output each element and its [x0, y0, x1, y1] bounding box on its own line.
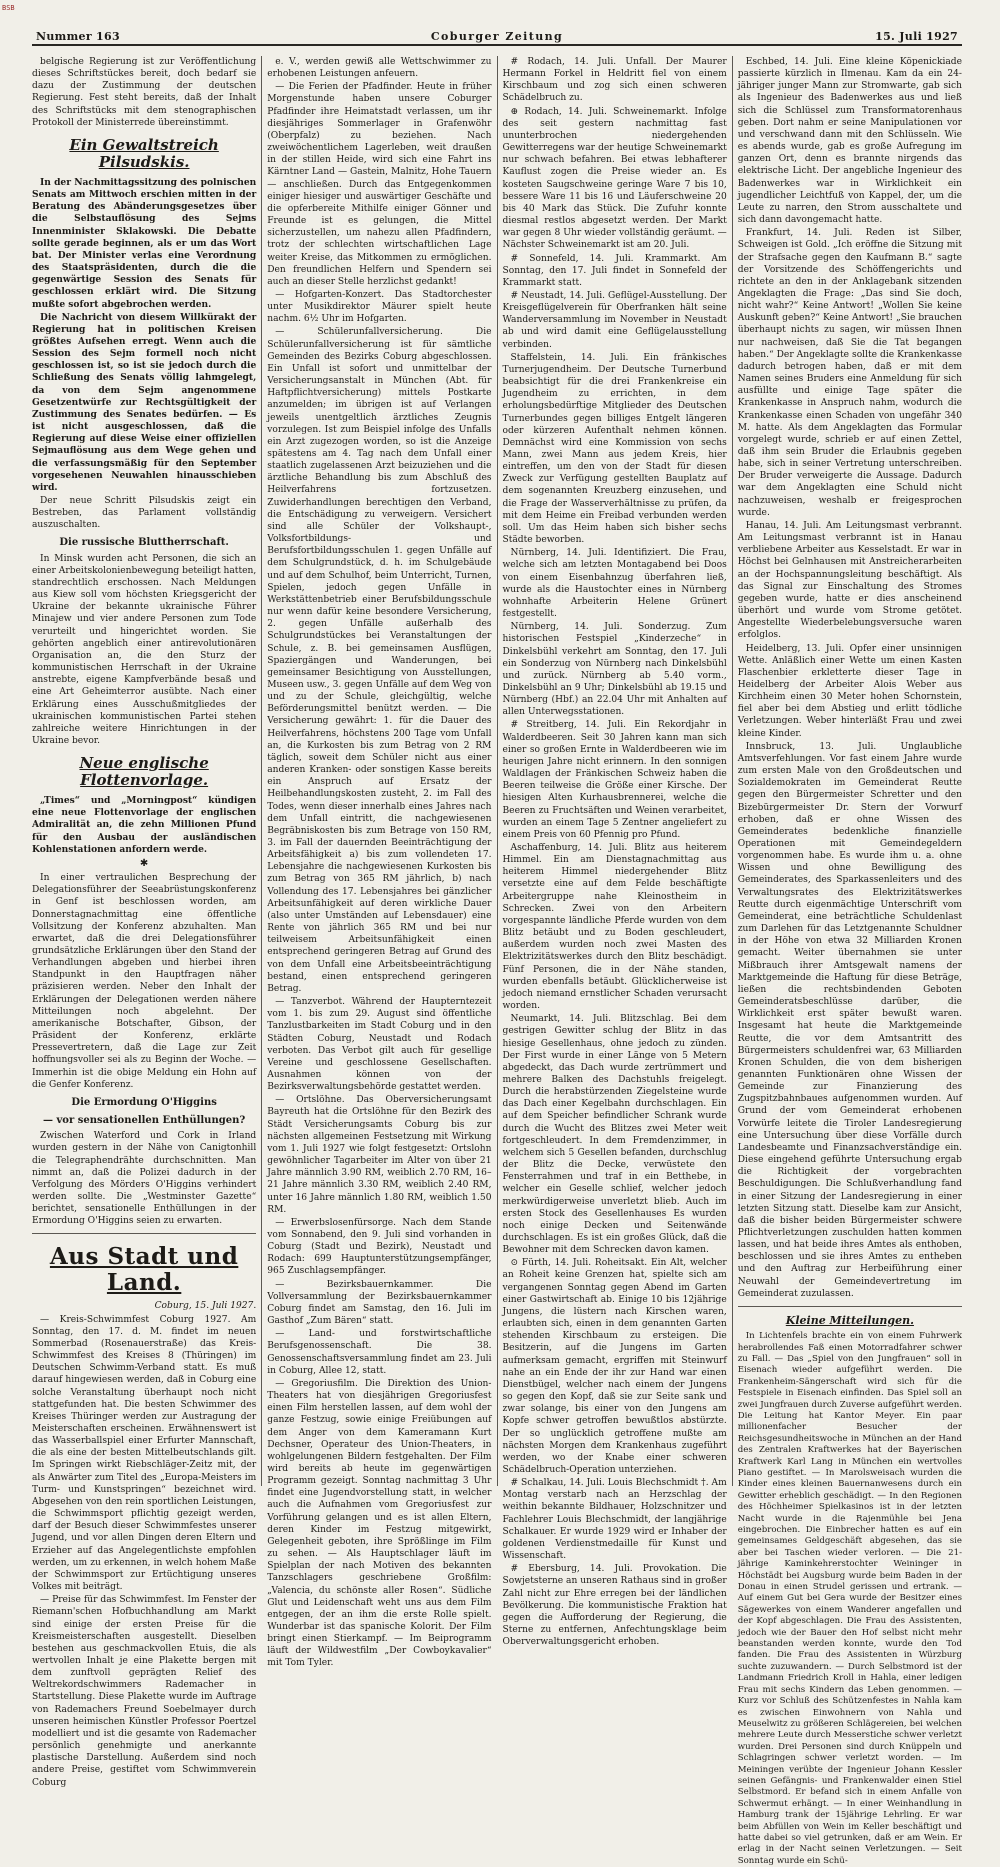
paragraph: Frankfurt, 14. Juli. Reden ist Silber, Schweigen ist Gold. „Ich eröffne die Sitzung mit der Strafsache gegen den Kaufmann B.“ sagte der Vorsitzende des Schöffengerichts und richtete an den in der Anklagebank sitzenden Angeklagten die Frage: „Das sind Sie doch, nicht wahr?“ Keine Antwort! „Wollen Sie keine Auskunft geben?“ Keine Antwort! „Sie brauchen überhaupt nichts zu sagen, wir müssen Ihnen nur nachweisen, daß Sie die Tat begangen haben.“ Der Angeklagte sollte die Krankenkasse dadurch betrogen haben, daß er mit dem Namen seines Bruders eine Anmeldung für sich ausfüllte und einige Tage später die Krankenkasse in Anspruch nahm, wodurch die Krankenkasse einen Schaden von ungefähr 340 M. hatte. Als dem Angeklagten das Formular vorgelegt wurde, schrieb er auf einen Zettel, daß ihm sein Bruder die Erlaubnis gegeben habe, sich in seiner Vertretung unterschreiben. Der Bruder verweigerte die Aussage. Dadurch war dem Angeklagten eine Schuld nicht nachzuweisen, weshalb er freigesprochen wurde.: [737, 228, 962, 518]
paragraph: Staffelstein, 14. Juli. Ein fränkisches Turnerjugendheim. Der Deutsche Turnerbund beabsichtigt für die drei Frankenkreise ein Jugendheim zu errichten, in dem erholungsbedürftige Mitglieder des Deutschen Turnerbundes gegen billiges Entgelt längeren oder kürzeren Aufenthalt nehmen können. Demnächst wird eine Kommission von sechs Mann, zwei Mann aus jedem Kreis, hier eintreffen, um den von der Stadt für diesen Zweck zur Verfügung gestellten Bauplatz auf dem sogenannten Kreuzberg einzusehen, und die Frage der Wasserverhältnisse zu prüfen, da mit dem Heime ein Freibad verbunden werden soll. Um das Heim haben sich bisher sechs Städte beworben.: [502, 352, 727, 546]
column-3: [497, 56, 732, 1648]
newspaper-title: Coburger Zeitung: [430, 30, 564, 43]
paragraph: In einer vertraulichen Besprechung der Delegationsführer der Seeabrüstungskonferenz in Genf ist beschlossen worden, am Donnerstagnachmittag eine öffentliche Vollsitzung der Konferenz abzuhalten. Man erwartet, daß die drei Delegationsführer grundsätzliche Erklärungen über den Stand der Verhandlungen abgeben und hierbei ihren Standpunkt in den Hauptfragen näher präzisieren werden. Neber den Inhalt der Erklärungen der Delegationen werden nähere Mitteilungen noch abgelehnt. Der amerikanische Botschafter, Gibson, der Präsident der Konferenz, erklärte Pressevertretern, daß die Lage zur Zeit hoffnungsvoller sei als zu Beginn der Woche. — Immerhin ist die obige Meldung ein Hohn auf die Genfer Konferenz.: [32, 873, 257, 1090]
subheadline: — vor sensationellen Enthüllungen?: [43, 1115, 246, 1127]
paragraph: — Bezirksbauernkammer. Die Vollversammlung der Bezirksbauernkammer Coburg findet am Samstag, den 16. Juli im Gasthof „Zum Bären“ statt.: [267, 1279, 492, 1327]
paragraph: Hanau, 14. Juli. Am Leitungsmast verbrannt. Am Leitungsmast verbrannt ist in Hanau verbliebene Arbeiter aus Kesselstadt. Er war in Höchst bei Gelnhausen mit Anstreicherarbeiten an der Hochspannungsleitung beschäftigt. Als das Signal zur Einschaltung des Stromes gegeben wurde, hatte er dies anscheinend überhört und wurde vom Strome getötet. Angestellte Wiederbelebungsversuche waren erfolglos.: [737, 520, 962, 641]
paragraph: Nürnberg, 14. Juli. Identifiziert. Die Frau, welche sich am letzten Montagabend bei Doos von einem Eisenbahnzug überfahren ließ, wurde als die Haustochter eines in Nürnberg wohnhafte Arbeiterin Helene Grünert festgestellt.: [502, 548, 727, 620]
paragraph: # Sonnefeld, 14. Juli. Krammarkt. Am Sonntag, den 17. Juli findet in Sonnefeld der Krammarkt statt.: [502, 253, 727, 288]
paragraph: — Land- und forstwirtschaftliche Berufsgenossenschaft. Die 38. Genossenschaftsversammlung findet am 23. Juli in Coburg, Allee 12, statt.: [267, 1329, 492, 1376]
library-marker: BSB: [2, 4, 15, 12]
paragraph: In Lichtenfels brachte ein von einem Fuhrwerk herabrollendes Faß einen Motorradfahrer schwer zu Fall. — Das „Spiel von den Jungfrauen“ soll in Eisenach wieder aufgeführt werden. Die Frankenheim-Sängerschaft wird sich für die Festspiele in Eisenach einfinden. Das Spiel soll an zwei Jungfrauen durch Zuverse aufgeführt werden. Die Leitung hat Kantor Meyer. Ein paar millionenfacher Besucher der Reichsgesundheitswoche in München an der Hand des Zentralen Kraftwerkes hat der Bayerischen Kraftwerk Karl Lang in München ein wertvolles Piano gestiftet. — In Marolsweisach wurden die Kinder eines kleinen Bauernanwesens durch ein Gewitter erheblich geschädigt. — In den Regionen des Höchheimer Spielkasinos ist in der letzten Nacht wurde in die Rajenmühle bei Jena eingebrochen. Die Einbrecher hatten es auf ein gemeinsames Geldgeschäft abgesehen, das sie aber bei Taschen wieder verloren. — Die 21-jährige Kaminkehrerstochter Weininger in Höchstädt bei Augsburg wurde beim Baden in der Donau in einen Strudel gerissen und ertrank. — Auf einem Gut bei Gera wurde der Besitzer eines Sägewerkes von einem Wanderer angefallen und der Kopf abgeschlagen. Die Frau des Assistenten, jedoch wie der Bauer den Hof selbst nicht mehr beanstanden werden konnte, wurde den Tod fanden. Die Frau des Assistenten in Würzburg suchte zuzuwandern. — Durch Selbstmord ist der Landmann Friedrich Kroll in Hahla, einer ledigen Frau mit sechs Kindern das Leben genommen. — Kurz vor Schluß des Schützenfestes in Nahla kam es zwischen Einwohnern von Nahla und Meuselwitz zu größeren Schlägereien, bei welchen mehrere Leute durch Messerstiche schwer verletzt wurden. Drei Personen sind durch Knüppeln und Schlagringen schwer verletzt worden. — Im Meiningen verübte der Ingenieur Johann Kessler seinen Gefängnis- und Frankenwalder einen Stiel Selbstmord. Er befand sich in einem Anfalle von Schwermut erhängt. — In einer Weinhandlung in Hamburg trank der 15jährige Lehrling. Er war beim Abfüllen von Wein im Keller beschäftigt und hatte dabei so viel getrunken, daß er am Wein. Er erlag in der Nacht seinen Verletzungen. — Seit Sonntag wurde ein Schü-: [737, 1331, 962, 1866]
paragraph: e. V., werden gewiß alle Wettschwimmer zu erhobenen Leistungen anfeuern.: [267, 57, 492, 80]
paragraph: — Schülerunfallversicherung. Die Schülerunfallversicherung ist für sämtliche Gemeinden des Bezirks Coburg abgeschlossen. Ein Unfall ist sofort und unmittelbar der Versicherungsanstalt in München (Abt. für Haftpflichtversicherung) mittels Postkarte anzumelden; im übrigen ist auf Verlangen jeweils unentgeltlich ärztliches Zeugnis vorzulegen. Ist zum Beispiel infolge des Unfalls ein Arzt zugezogen worden, so ist die Anzeige spätestens am 4. Tag nach dem Unfall einer staatlich zugelassenen Arzt beizuziehen und die ärztliche Behandlung bis zum Abschluß des Heilverfahrens fortzusetzen. Zuwiderhandlungen berechtigen den Verband, die Entschädigung zu verweigern. Versichert sind alle Schüler der Volkshaupt-, Volksfortbildungs- und Berufsfortbildungsschulen 1. gegen Unfälle auf dem Schulgrundstück, d. h. im Schulgebäude und auf dem Schulhof, beim Unterricht, Turnen, Spielen, jedoch gegen Unfälle in Werkstättenbetrieb einer Berufsbildungsschule nur wenn dafür keine besondere Versicherung, 2. gegen Unfälle außerhalb des Schulgrundstückes bei Veranstaltungen der Schule, z. B. bei gemeinsamen Ausflügen, Spaziergängen und Wanderungen, bei gemeinsamer Besichtigung von Ausstellungen, Museen usw., 3. gegen Unfälle auf dem Weg von und zu der Schule, gleichgültig, welche Beförderungsmittel benützt werden. — Die Versicherung gewährt: 1. für die Dauer des Heilverfahrens, höchstens 200 Tage vom Unfall an, die Kurkosten bis zum Betrag von 2 RM täglich, soweit dem Schüler nicht aus einer anderen Kranken- oder sonstigen Kasse bereits ein Anspruch auf Ersatz der Heilbehandlungskosten zusteht, 2. im Fall des Todes, wenn dieser innerhalb eines Jahres nach dem Unfall eintritt, die nachgewiesenen Begräbniskosten bis zum Betrage von 150 RM, 3. im Fall der dauernden Beeinträchtigung der Arbeitsfähigkeit a) bis zum vollendeten 17. Lebensjahre die nachgewiesenen Kurkosten bis zum Betrag von 365 RM jährlich, b) nach Vollendung des 17. Lebensjahres bei gänzlicher Arbeitsunfähigkeit auf deren wirkliche Dauer (also unter Umständen auf Lebensdauer) eine Rente von jährlich 365 RM und bei nur teilweisem Arbeitsunfähigkeit einen entsprechend geringeren Betrag auf Grund des von dem Unfall eine Arbeitsbeeinträchtigung bestand, einen entsprechend geringeren Betrag.: [267, 327, 492, 994]
paragraph: — Die Ferien der Pfadfinder. Heute in früher Morgenstunde haben unsere Coburger Pfadfinder ihre Heimatstadt verlassen, um ihr diesjähriges Sommerlager in Grafenwöhr (Oberpfalz) zu beziehen. Nach zweiwöchentlichem Lagerleben, weit draußen in der stillen Heide, wird sich eine Fahrt ins Kärntner Land — Gastein, Malnitz, Hohe Tauern — anschließen. Durch das Entgegenkommen einiger hiesiger und auswärtiger Geschäfte und die opferbereite Mithilfe einiger Gönner und Freunde ist es gelungen, die Mittel sicherzustellen, um nahezu allen Pfadfindern, trotz der schlechten wirtschaftlichen Lage weiter Kreise, das Mitkommen zu ermöglichen. Den freundlichen Helfern und Spendern sei auch an dieser Stelle herzlichst gedankt!: [267, 82, 492, 287]
paragraph: In Minsk wurden acht Personen, die sich an einer Arbeitskolonienbewegung beteiligt hatten, standrechtlich erschossen. Nach Meldungen aus Kiew soll vom höchsten Kriegsgericht der Ukraine der bekannte ukrainische Führer Minajew und vier andere Personen zum Tode verurteilt und hingerichtet worden. Sie gehörten angeblich einer antirevolutionären Organisation an, die den Sturz der kommunistischen Herrschaft in der Ukraine anstrebte, eigene Kampfverbände besaß und eine Art Geheimterror ausübte. Nach einer Erklärung eines Ausschußmitgliedes der ukrainischen kommunistischen Partei stehen zahlreiche weitere Hinrichtungen in der Ukraine bevor.: [32, 553, 257, 746]
paragraph: # Rodach, 14. Juli. Unfall. Der Maurer Hermann Forkel in Heldritt fiel von einem Kirschbaum und zog sich einen schweren Schädelbruch zu.: [502, 57, 727, 104]
column-1: [32, 56, 261, 1788]
paragraph: — Erwerbslosenfürsorge. Nach dem Stande vom Sonnabend, den 9. Juli sind vorhanden in Coburg (Stadt und Bezirk), Neustadt und Rodach: 699 Hauptunterstützungsempfänger, 965 Zuschlagsempfänger.: [267, 1217, 492, 1277]
dateline: Coburg, 15. Juli 1927.: [154, 1301, 257, 1312]
masthead: [32, 30, 962, 46]
paragraph: — Preise für das Schwimmfest. Im Fenster der Riemann'schen Hofbuchhandlung am Markt sind einige der ersten Preise für die Kreismeisterschaften ausgestellt. Dieselben bestehen aus geschmackvollen Etuis, die als wertvollen Inhalt je eine Plakette bergen mit dem zunftvoll geprägten Relief des Weltrekordschwimmers Rademacher in Startstellung. Diese Plakette wurde im Auftrage von Rademachers Freund Soebelmayer durch unseren heimischen Künstler Professor Poertzel modelliert und ist die gesamte von Rademacher persönlich genehmigte und anerkannte plastische Darstellung. Außerdem sind noch andere Preise, gestiftet vom Schwimmverein Coburg: [32, 1595, 257, 1788]
paragraph: ⊕ Rodach, 14. Juli. Schweinemarkt. Infolge des seit gestern nachmittag fast ununterbrochen niedergehenden Gewitterregens war der heutige Schweinemarkt nur schwach befahren. Bei etwas lebhafterer Kauflust zogen die Preise wieder an. Es kosteten Saugschweine geringe Ware 7 bis 10, bessere Ware 11 bis 16 und Läuferschweine 20 bis 40 Mark das Stück. Die Zufuhr konnte diesmal restlos abgesetzt werden. Der Markt war gegen 8 Uhr wieder vollständig geräumt. — Nächster Schweinemarkt ist am 20. Juli.: [502, 106, 727, 251]
section-title: Aus Stadt und Land.: [49, 1243, 239, 1297]
paragraph: — Tanzverbot. Während der Haupterntezeit vom 1. bis zum 29. August sind öffentliche Tanzlustbarkeiten im Stadt Coburg und in den Städten Coburg, Neustadt und Rodach verboten. Das Verbot gilt auch für gesellige Vereine und geschlossene Gesellschaften. Ausnahmen können von der Bezirksverwaltungsbehörde gestattet werden.: [267, 997, 492, 1093]
subheadline: Die russische Bluttherrschaft.: [59, 537, 229, 549]
paragraph: Zwischen Waterford und Cork in Irland wurden gestern in der Nähe von Canigtonhill die Telegraphendrähte durchschnitten. Man nimmt an, daß die Polizei dadurch in der Verfolgung des Mörders O'Higgins verhindert werden sollte. Die „Westminster Gazette“ berichtet, sensationelle Enthüllungen in der Ermordung O'Higgins seien zu erwarten.: [32, 1131, 257, 1227]
paragraph: belgische Regierung ist zur Veröffentlichung dieses Schriftstückes bereit, doch bedarf sie dazu der Zustimmung der deutschen Regierung. Fest steht bereits, daß der Inhalt des Schriftstücks mit dem stenographischen Protokoll der Ministerrede übereinstimmt.: [32, 57, 257, 128]
column-2: [261, 56, 496, 1669]
paragraph: # Streitberg, 14. Juli. Ein Rekordjahr in Walderdbeeren. Seit 30 Jahren kann man sich einer so großen Ernte in Walderdbeeren wie im heurigen Jahre nicht erinnern. In den sonnigen Waldlagen der Fränkischen Schweiz haben die Beeren teilweise die Größe einer Kirsche. Der hiesigen Alten Kurhausbrennerei, welche die Beeren zu Fruchtsäften und Weinen verarbeitet, wurden an einem Tage 5 Zentner angeliefert zu einem Preis von 60 Pfennig pro Pfund.: [502, 720, 727, 840]
separator-star: ✱: [139, 857, 149, 869]
paragraph: # Ebersburg, 14. Juli. Provokation. Die Sowjetsterne an unseren Rathaus sind in großer Zahl nicht zur Ehre erregen bei der ländlichen Bevölkerung. Die kommunistische Fraktion hat gegen die Aufforderung der Regierung, die Sterne zu entfernen, Anfechtungsklage beim Oberverwaltungsgericht erhoben.: [502, 1564, 727, 1648]
paragraph: — Kreis-Schwimmfest Coburg 1927. Am Sonntag, den 17. d. M. findet im neuen Sommerbad (Rosenauerstraße) das Kreis-Schwimmfest des Kreises 8 (Thüringen) im Deutschen Schwimm-Verband statt. Es muß darauf hingewiesen werden, daß in Coburg eine solche Veranstaltung überhaupt noch nicht stattgefunden hat. Die besten Schwimmer des Kreises Thüringer werden zur Austragung der Meisterschaften erscheinen. Erwähnenswert ist das Wasserballspiel einer Erfurter Mannschaft, die als eine der besten Mittelbeutschlands gilt. Im Springen wirkt Riebschläger-Zeitz mit, der als Anwärter zum Titel des „Europa-Meisters im Turm- und Kunstspringen“ bezeichnet wird. Abgesehen von den rein sportlichen Leistungen, die Schwimmsport pflichtig gezeigt werden, darf der Besuch dieser Schwimmfestes unserer Jugend, und vor allen Dingen deren Eltern und Erzieher auf das Angelegentlichste empfohlen werden, um zu erkennen, in welch hohem Maße der Schwimmsport zur Ertüchtigung unseres Volkes mit beiträgt.: [32, 1314, 257, 1593]
paragraph: Neumarkt, 14. Juli. Blitzschlag. Bei dem gestrigen Gewitter schlug der Blitz in das hiesige Gesellenhaus, ohne jedoch zu zünden. Der First wurde in einer Länge von 5 Metern abgedeckt, das Dach wurde zertrümmert und mehrere Balken des Dachstuhls freigelegt. Durch die herabstürzenden Ziegelsteine wurde das Dach einer Kegelbahn durchschlagen. Ein auf dem Speicher befindlicher Schrank wurde durch die Wucht des Blitzes zwei Meter weit fortgeschleudert. In dem Fremdenzimmer, in welchem sich 5 Gesellen befanden, durchschlug der Blitz die Decke, verwüstete den Fensterrahmen und traf in ein Betthebe, in welcher ein Geselle schlief, welcher jedoch merkwürdigerweise unverletzt blieb. Auch im ersten Stock des Gesellenhauses Es wurden noch einige Decken und Seitenwände durchschlagen. Es ist ein großes Glück, daß die Bewohner mit dem Schrecken davon kamen.: [502, 1014, 727, 1256]
subheadline: Die Ermordung O'Higgins: [71, 1096, 217, 1108]
issue-date: 15. Juli 1927: [875, 30, 958, 43]
headline: Neue englische Flottenvorlage.: [79, 754, 209, 790]
paragraph: ⊙ Fürth, 14. Juli. Roheitsakt. Ein Alt, welcher an Roheit keine Grenzen hat, spielte sich am vergangenen Sonntag gegen Abend im Garten einer Gastwirtschaft ab. Einige 10 bis 12jährige Jungens, die lüstern nach Kirschen waren, erlaubten sich, einen in dem genannten Garten stehenden Kirschbaum zu ersteigen. Die Besitzerin, auf die Jungens im Garten aufmerksam gemacht, ergriffen mit Steinwurf nahe an ein Ende der ihr zur Hand war einen Dienstbügel, welcher nach einem der Jungens so gegen den Kopf, daß sie zur Seite sank und zwar solange, bis einer von den Jungens am Kopfe schwer getroffen bewußtlos abstürzte. Der so unglücklich getroffene mußte am nächsten Morgen dem Krankenhaus zugeführt werden, wo der Knabe einer schweren Schädelbruch-Operation unterziehen.: [502, 1258, 727, 1475]
paragraph: # Schalkau, 14. Juli. Louis Blechschmidt †. Am Montag verstarb nach an Herzschlag der weithin bekannte Bildhauer, Holzschnitzer und Fachlehrer Louis Blechschmidt, der langjährige Schalkauer. Er wurde 1929 wird er Inhaber der goldenen Verdienstmedaille für Kunst und Wissenschaft.: [502, 1478, 727, 1562]
paragraph: Heidelberg, 13. Juli. Opfer einer unsinnigen Wette. Anläßlich einer Wette um einen Kasten Flaschenbier erkletterte dieser Tage in Heidelberg der Arbeiter Alois Weber aus Kirchheim einen 30 Meter hohen Schornstein, fiel aber bei dem Abstieg und erlitt tödliche Verletzungen. Weber hinterläßt Frau und zwei kleine Kinder.: [737, 643, 962, 739]
paragraph: Der neue Schritt Pilsudskis zeigt ein Bestreben, das Parlament vollständig auszuschalten.: [32, 496, 257, 531]
paragraph: In der Nachmittagssitzung des polnischen Senats am Mittwoch erschien mitten in der Beratung des Abänderungsgesetzes über die Selbstauflösung des Sejms Innenminister Sklakowski. Die Debatte sollte gerade beginnen, als er um das Wort bat. Der Minister verlas eine Verordnung des Staatspräsidenten, durch die die gegenwärtige Session des Senats für geschlossen erklärt wird. Die Sitzung mußte sofort abgebrochen werden.: [32, 176, 257, 310]
paragraph: # Neustadt, 14. Juli. Geflügel-Ausstellung. Der Kreisgeflügelverein für Oberfranken hält seine Wanderversammlung im November in Neustadt ab und wird damit eine Geflügelausstellung verbinden.: [502, 290, 727, 350]
paragraph: „Times“ und „Morningpost“ kündigen eine neue Flottenvorlage der englischen Admiralität an, die zehn Millionen Pfund für den Ausbau der ausländischen Kohlenstationen anfordern werde.: [32, 795, 257, 855]
section-divider: [32, 1233, 256, 1234]
article-columns: [32, 56, 962, 1866]
paragraph: Die Nachricht von diesem Willkürakt der Regierung hat in politischen Kreisen größtes Aufsehen erregt. Wenn auch die Session des Sejm formell noch nicht geschlossen ist, so ist sie jedoch durch die Schließung des Senats völlig lahmgelegt, da von dem Sejm angenommene Gesetzentwürfe zur Rechtsgültigkeit der Zustimmung des Senates bedürfen. — Es ist nicht ausgeschlossen, daß die Regierung auf diese Weise einer offiziellen Sejmauflösung aus dem Wege gehen und die verfassungsmäßig für den September vorgesehenen Neuwahlen hinausschieben wird.: [32, 311, 257, 493]
paragraph: — Ortslöhne. Das Oberversicherungsamt Bayreuth hat die Ortslöhne für den Bezirk des Städt Versicherungsamts Coburg bis zur nächsten allgemeinen Festsetzung mit Wirkung vom 1. Juli 1927 wie folgt festgesetzt: Ortslohn gewöhnlicher Tagarbeiter im Alter von über 21 Jahre männlich 3.90 RM, weiblich 2.70 RM, 16–21 Jahre männlich 3.30 RM, weiblich 2.40 RM, unter 16 Jahre männlich 1.80 RM, weiblich 1.50 RM.: [267, 1095, 492, 1215]
paragraph: Innsbruck, 13. Juli. Unglaubliche Amtsverfehlungen. Vor fast einem Jahre wurde zum ersten Male von den Großdeutschen und Sozialdemokraten im Gemeinderat Reutte gegen den Bürgermeister Schretter und den Bizebürgermeister Dr. Stern der Vorwurf erhoben, daß er ohne Wissen des Gemeinderates bedenkliche finanzielle Operationen mit Gemeindegeldern vorgenommen habe. Es wurde ihm u. a. ohne Wissen und ohne Bewilligung des Gemeinderates, des Sparkassenleiters und des Verwaltungsrates des Elektrizitätswerkes Reutte durch eigenmächtige Unterschrift vom Gemeinderat, eine beträchtliche Schuldenlast zum Darlehen für das Letztgenannte Schuldner in der Höhe von etwa 32 Milliarden Kronen gemacht. Weiter übernahmen sie unter Mißbrauch ihrer Amtsgewalt namens der Marktgemeinde die Haftung für diese Beträge, ließen die rechtsbindenden Geboten Gemeinderatsbeschlüsse darüber, die Wirklichkeit erst später bewußt waren. Insgesamt hat heute die Marktgemeinde Reutte, die vor dem Amtsantritt des Bürgermeisters schuldenfrei war, 63 Milliarden Kronen Schulden, die von dem bisherigen genannten Funktionären ohne Wissen der Gemeinde zur Finanzierung des Zugspitzbahnbaues aufgenommen wurden. Auf Grund der vom Gemeinderat erhobenen Vorwürfe leitete die Tiroler Landesregierung eine Untersuchung über diese Vorfälle durch Landesbeamte und Finanzsachverständige ein. Diese eingehend geführte Untersuchung ergab die Richtigkeit der vorgebrachten Beschuldigungen. Die Schlußverhandlung fand in einer Sitzung der Landesregierung in einer letzten Sitzung statt. Dieselbe kam zur Ansicht, daß die bisher beiden Bürgermeister schwere Pflichtverletzungen zuschulden hatten kommen lassen, und hat beide ihres Amtes als enthoben, beschlossen und sie ihres Amtes zu entheben und den Auftrag zur Herbeiführung einer Neuwahl der Gemeindevertretung im Gemeinderat zuzulassen.: [737, 741, 962, 1299]
section-divider: [738, 1306, 962, 1307]
paragraph: Eschbed, 14. Juli. Eine kleine Köpenickiade passierte kürzlich in Ilmenau. Kam da ein 24-jähriger junger Mann zur Stromwarte, gab sich als Ingenieur des Badenwerkes aus und ließ sich die Schlüssel zum Transformatorenhaus geben. Dort nahm er seine Manipulationen vor und verschwand dann mit den Schlüsseln. Wie es abends wurde, gab es große Aufregung im ganzen Ort, denn es brannte nirgends das elektrische Licht. Der angebliche Ingenieur des Badenwerkes war in Wirklichkeit ein jugendlicher Leichtfuß von Kappel, der, um die Leute zu narren, den Strom ausschaltete und sich dann davongemacht hatte.: [737, 57, 962, 226]
issue-number: Nummer 163: [36, 30, 120, 43]
column-4: [732, 56, 962, 1866]
paragraph: Nürnberg, 14. Juli. Sonderzug. Zum historischen Festspiel „Kinderzeche“ in Dinkelsbühl verkehrt am Sonntag, den 17. Juli ein Sonderzug von Nürnberg nach Dinkelsbühl und zurück. Nürnberg ab 5.40 vorm., Dinkelsbühl an 9 Uhr; Dinkelsbühl ab 19.15 und Nürnberg (Hbf.) an 22.04 Uhr mit Anhalten auf allen Unterwegsstationen.: [502, 622, 727, 718]
headline: Ein Gewaltstreich Pilsudskis.: [69, 135, 219, 171]
section-title: Kleine Mitteilungen.: [785, 1313, 914, 1327]
paragraph: Aschaffenburg, 14. Juli. Blitz aus heiterem Himmel. Ein am Dienstagnachmittag aus heiterem Himmel niedergehender Blitz versetzte eine auf dem Felde beschäftigte Arbeitergruppe nahe Kleinostheim in Schrecken. Zwei von den Arbeitern vorgespannte ländliche Pferde wurden von dem Blitz betäubt und zu Boden geschleudert, außerdem wurden noch zwei Masten des Elektrizitätswerkes durch den Blitz beschädigt. Fünf Personen, die in der Nähe standen, wurden ebenfalls betäubt. Glücklicherweise ist jedoch niemand ernstlicher Schaden verursacht worden.: [502, 843, 727, 1012]
paragraph: — Hofgarten-Konzert. Das Stadtorchester unter Musikdirektor Mäurer spielt heute nachm. 6½ Uhr im Hofgarten.: [267, 289, 492, 325]
paragraph: — Gregoriusfilm. Die Direktion des Union-Theaters hat von diesjährigen Gregoriusfest einen Film herstellen lassen, auf dem wohl der ganze Festzug, sowie einige Freiübungen auf dem Anger von dem Kameramann Kurt Dechsner, Operateur des Union-Theaters, in wohlgelungenen Bildern festgehalten. Der Film wird bereits ab heute im gegenwärtigen Programm gezeigt. Sonntag nachmittag 3 Uhr findet eine Jugendvorstellung statt, in welcher auch die Aufnahmen vom Gregoriusfest zur Vorführung gelangen und es ist allen Eltern, deren Kinder im Festzug mitgewirkt, Gelegenheit geboten, ihre Sprößlinge im Film zu sehen. — Als Hauptschlager läuft im Spielplan der nach Motiven des bekannten Tanzschlagers geschriebene Großfilm: „Valencia, du schönste aller Rosen“. Südliche Glut und Leidenschaft weht uns aus dem Film entgegen, der an ihm die erste Rolle spielt. Wunderbar ist das spanische Kolorit. Der Film bringt einen Stierkampf. — Im Beiprogramm läuft der Wildwestfilm „Der Cowboykavalier“ mit Tom Tyler.: [267, 1378, 492, 1669]
